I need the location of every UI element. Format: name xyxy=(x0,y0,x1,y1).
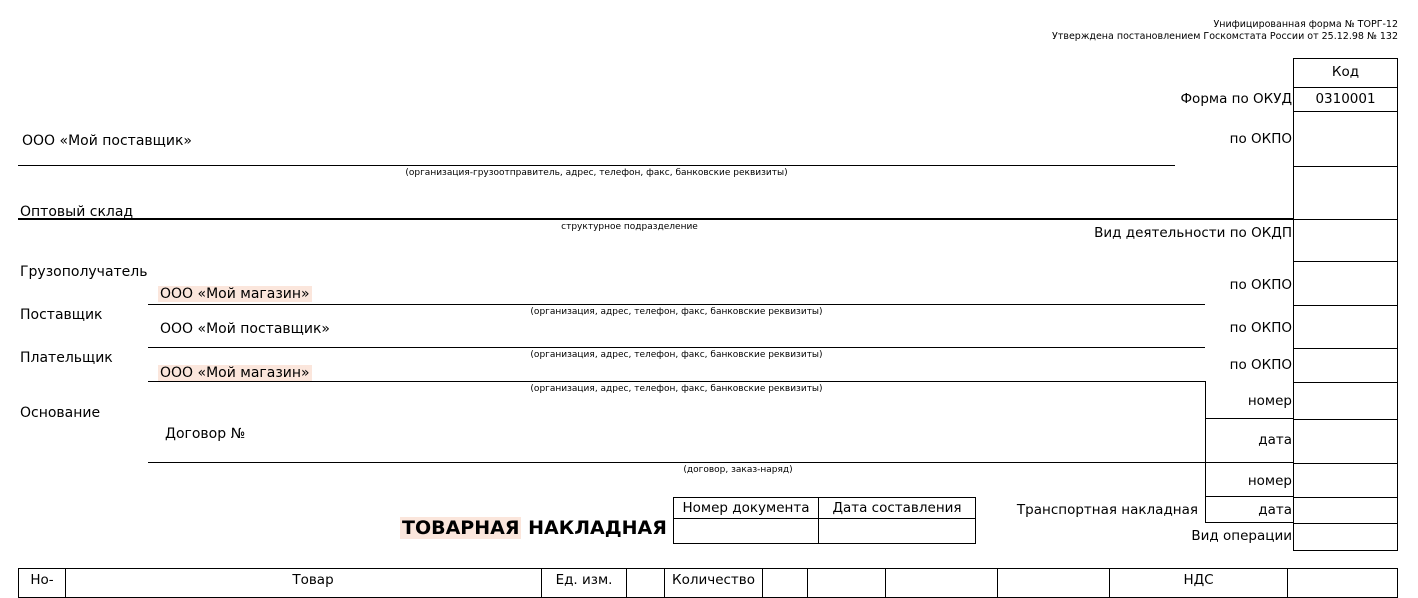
consignee-name: ООО «Мой магазин» xyxy=(160,286,310,302)
codes-column xyxy=(1293,58,1398,551)
form-name-line: Унифицированная форма № ТОРГ-12 xyxy=(1213,19,1398,30)
consignee-label: Грузополучатель xyxy=(20,264,148,280)
okud-label: Форма по ОКУД xyxy=(1180,91,1292,107)
transport-date-label: дата xyxy=(1258,502,1292,518)
document-title-word1: ТОВАРНАЯ xyxy=(402,517,520,539)
supplier-label: Поставщик xyxy=(20,307,103,323)
okpo-payer-label: по ОКПО xyxy=(1229,357,1292,373)
basis-value: Договор № xyxy=(165,426,246,442)
payer-name: ООО «Мой магазин» xyxy=(160,365,310,381)
payer-caption: (организация, адрес, телефон, факс, банковские реквизиты) xyxy=(530,384,823,394)
document-number-table xyxy=(673,497,976,544)
col-unit-header: Ед. изм. xyxy=(541,569,626,597)
okud-value: 0310001 xyxy=(1315,91,1376,107)
doc-date-header: Дата составления xyxy=(819,498,976,519)
okdp-label: Вид деятельности по ОКДП xyxy=(1094,225,1292,241)
doc-date-value xyxy=(819,519,976,544)
division-caption: структурное подразделение xyxy=(561,222,698,232)
okpo-supplier-label: по ОКПО xyxy=(1229,320,1292,336)
basis-label: Основание xyxy=(20,405,101,421)
supplier-name: ООО «Мой поставщик» xyxy=(160,321,330,337)
okpo-consignee-label: по ОКПО xyxy=(1229,277,1292,293)
form-approval-line: Утверждена постановлением Госкомстата России от 25.12.98 № 132 xyxy=(1052,31,1398,42)
basis-date-label: дата xyxy=(1258,432,1292,448)
doc-number-value xyxy=(674,519,819,544)
transport-number-label: номер xyxy=(1247,473,1292,489)
codes-title: Код xyxy=(1331,64,1360,80)
basis-caption: (договор, заказ-наряд) xyxy=(683,465,793,475)
shipper-name: ООО «Мой поставщик» xyxy=(22,133,192,149)
transport-label: Транспортная накладная xyxy=(1016,502,1198,518)
okpo-shipper-label: по ОКПО xyxy=(1229,131,1292,147)
basis-number-label: номер xyxy=(1247,393,1292,409)
col-no-header: Но- xyxy=(30,572,54,588)
shipper-caption: (организация-грузоотправитель, адрес, телефон, факс, банковские реквизиты) xyxy=(405,168,788,178)
col-vat-header: НДС xyxy=(1109,569,1287,597)
col-qty-header: Количество xyxy=(664,569,762,597)
payer-label: Плательщик xyxy=(20,350,113,366)
label-frame xyxy=(1205,381,1294,523)
supplier-caption: (организация, адрес, телефон, факс, банковские реквизиты) xyxy=(530,350,823,360)
document-title-word2: НАКЛАДНАЯ xyxy=(528,517,667,539)
doc-number-header: Номер документа xyxy=(674,498,819,519)
document-title xyxy=(400,517,667,539)
consignee-caption: (организация, адрес, телефон, факс, банковские реквизиты) xyxy=(530,307,823,317)
division-name: Оптовый склад xyxy=(20,204,134,220)
operation-label: Вид операции xyxy=(1191,528,1292,544)
items-table-header xyxy=(18,568,1398,598)
col-goods-header: Товар xyxy=(65,569,560,597)
